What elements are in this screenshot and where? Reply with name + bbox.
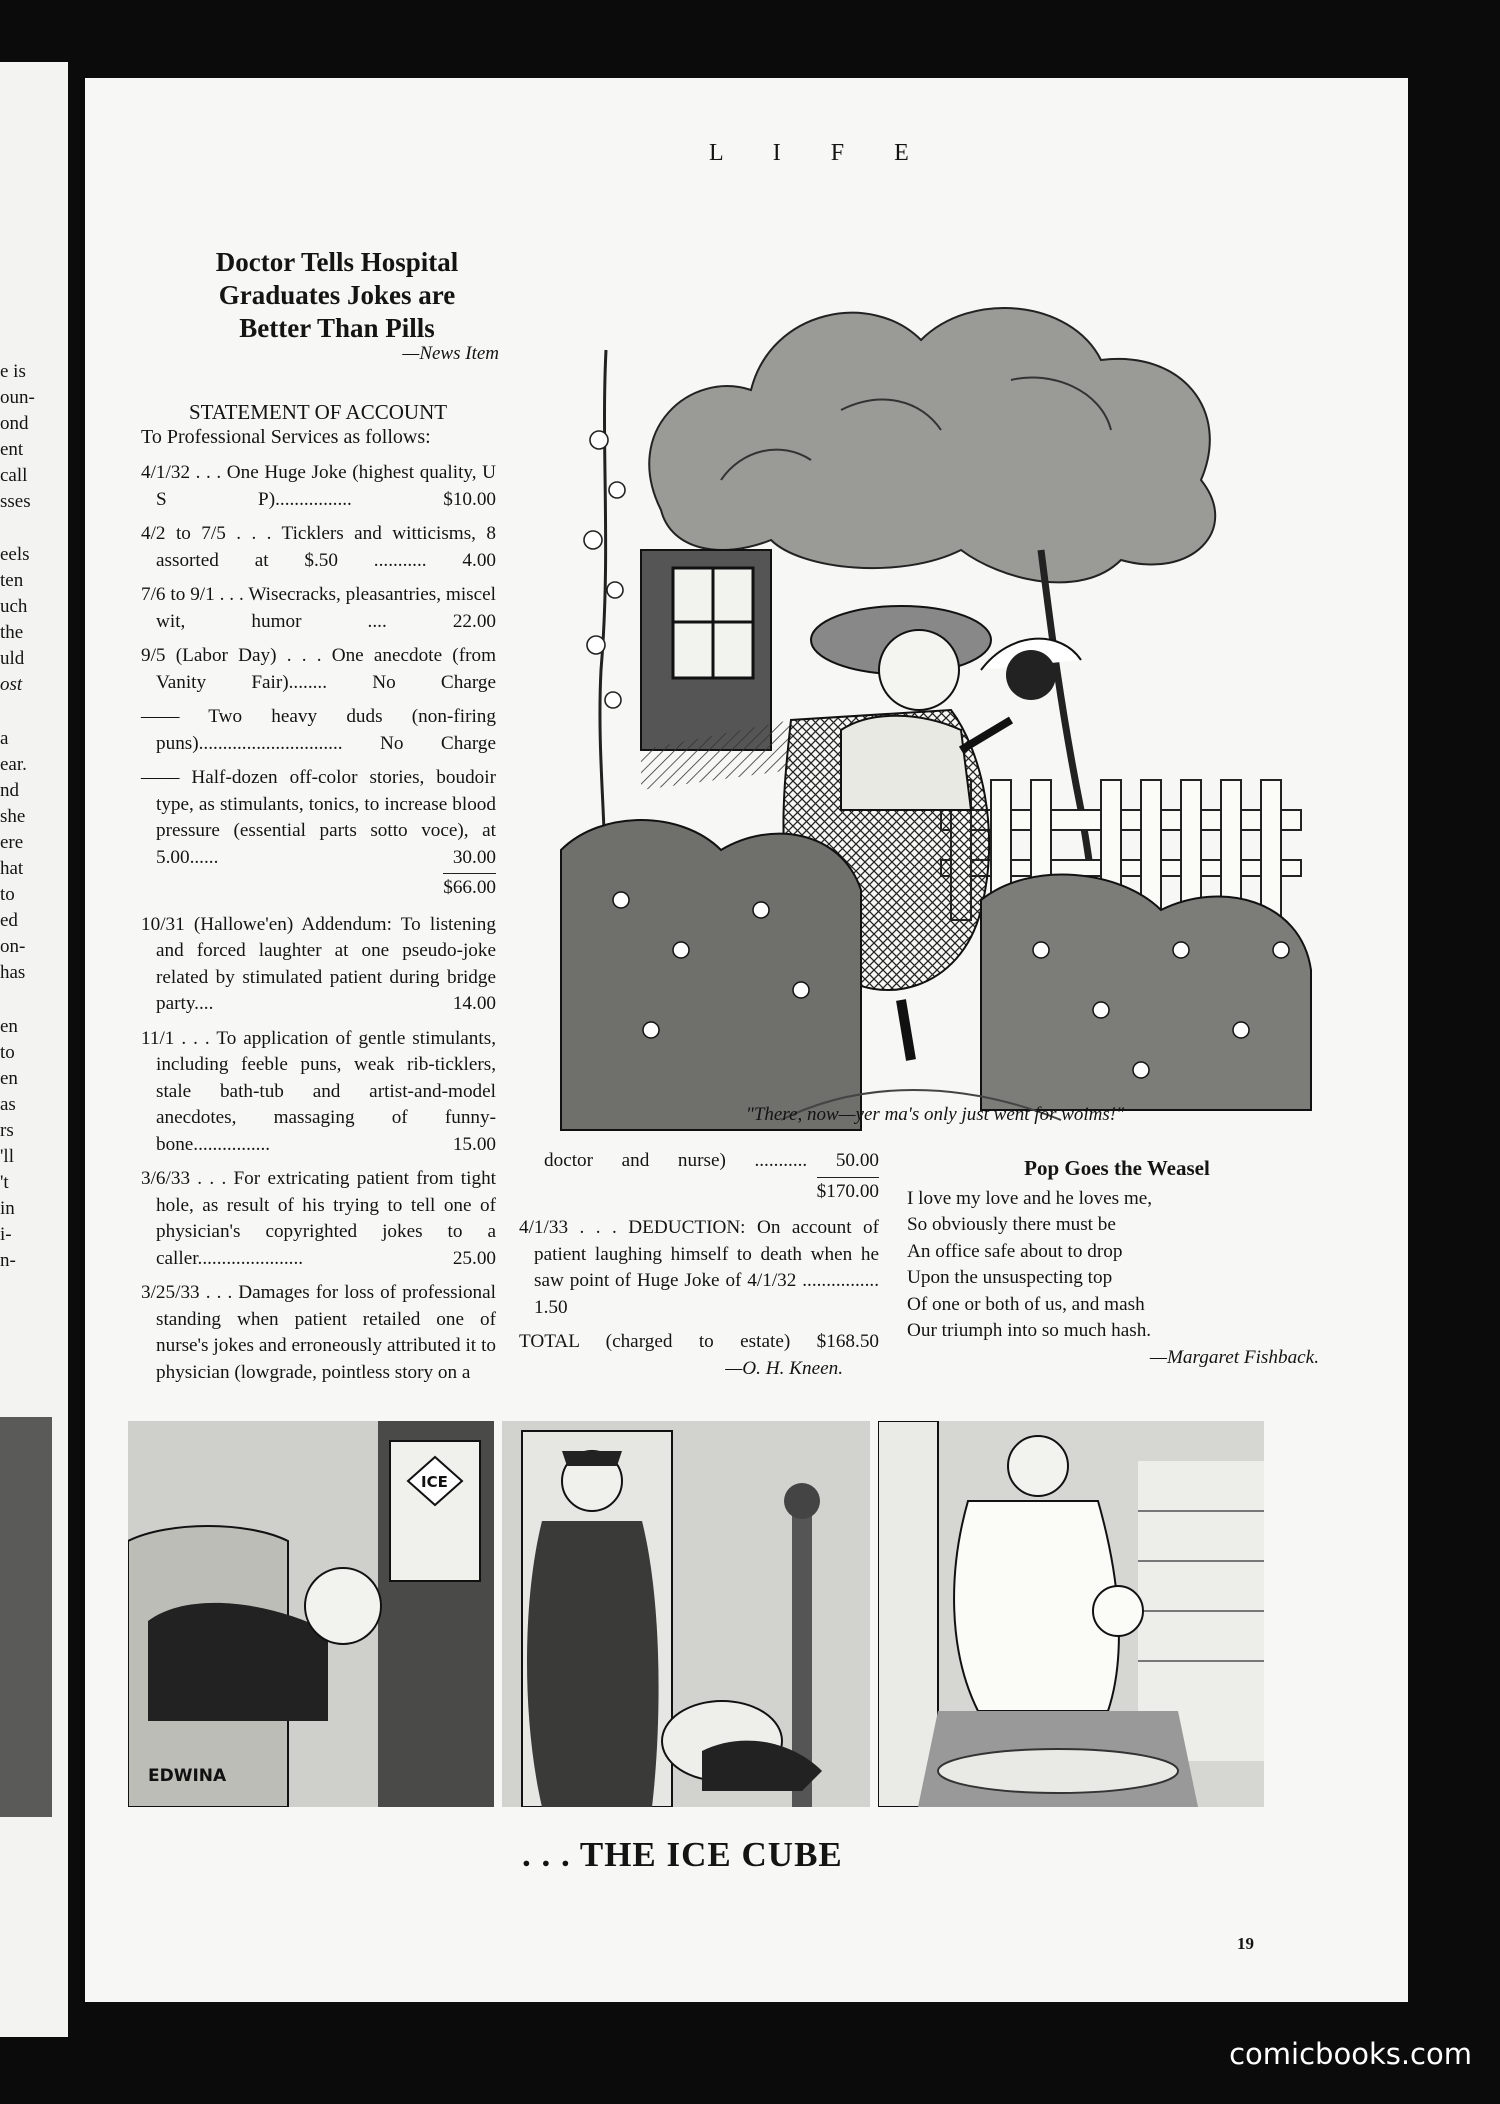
- account-entry: —— Half-dozen off-color stories, boudoir type, as stimulants, tonics, to increase blood pressure (essential parts sotto voce), at 5.00...... 30.00: [141, 767, 496, 868]
- left-page-fragment: nd: [0, 780, 19, 801]
- account-entry: 11/1 . . . To application of gentle stimulants, including feeble puns, weak rib-ticklers, stale bath-tub and artist-and-model anecdotes, massaging of funny-bone................ 15.00: [141, 1027, 496, 1155]
- poem-line: Our triumph into so much hash.: [907, 1320, 1152, 1341]
- left-page-fragment: has: [0, 962, 26, 983]
- page-number: 19: [1237, 1934, 1254, 1953]
- left-page-fragment: in: [0, 1198, 15, 1219]
- cartoon-caption: "There, now—yer ma's only just went for woims!": [745, 1104, 1125, 1125]
- account-entry: doctor and nurse) ........... 50.00: [544, 1150, 879, 1171]
- entry-amount: 14.00: [452, 993, 496, 1014]
- left-page-fragment: ed: [0, 910, 18, 931]
- article-title-line: Graduates Jokes are: [218, 280, 456, 310]
- account-entry: 3/25/33 . . . Damages for loss of professional standing when patient retailed one of nurse's jokes and erroneously attributed it to physician (lowgrade, pointless story on a: [141, 1282, 496, 1383]
- article-title-line: Doctor Tells Hospital: [215, 247, 459, 277]
- entry-amount: 15.00: [452, 1133, 496, 1155]
- left-page-fragment: hat: [0, 858, 24, 879]
- statement-heading: STATEMENT OF ACCOUNT: [188, 400, 448, 424]
- entry-amount: 50.00: [835, 1150, 879, 1171]
- statement-subheading: To Professional Services as follows:: [141, 426, 431, 448]
- poem-title: Pop Goes the Weasel: [1024, 1156, 1210, 1180]
- entry-amount: 22.00: [452, 610, 496, 632]
- left-page-fragment: ten: [0, 570, 24, 591]
- poem-line: An office safe about to drop: [907, 1240, 1123, 1262]
- statement-column-2: [519, 1148, 879, 1382]
- news-item-credit: —News Item: [402, 343, 499, 364]
- entry-amount: 30.00: [452, 846, 496, 868]
- left-page-fragment: e is: [0, 361, 26, 382]
- poem-line: So obviously there must be: [907, 1214, 1116, 1235]
- left-page-fragment: i-: [0, 1224, 12, 1245]
- poem-line: Upon the unsuspecting top: [907, 1267, 1113, 1288]
- poem: [907, 1155, 1327, 1371]
- subtotal: $170.00: [519, 1177, 879, 1206]
- watermark: comicbooks.com: [1229, 2037, 1472, 2071]
- left-page-fragment: ond: [0, 413, 29, 434]
- left-page-fragment: to: [0, 1042, 15, 1063]
- left-page-fragment: to: [0, 884, 15, 905]
- left-page-fragment: 'll: [0, 1146, 14, 1167]
- magazine-page: [85, 78, 1408, 2002]
- left-page-fragment: ent: [0, 439, 24, 460]
- poem-line: Of one or both of us, and mash: [907, 1293, 1145, 1315]
- entry-amount: $168.50: [816, 1331, 879, 1352]
- account-entry: 3/6/33 . . . For extricating patient from tight hole, as result of his trying to tell one of physician's copyrighted jokes to a caller...................... 25.00: [141, 1168, 496, 1269]
- left-page-edge: [0, 62, 68, 2037]
- account-entry: 4/1/32 . . . One Huge Joke (highest quality, U S P)................ $10.00: [141, 462, 496, 510]
- poem-author: —Margaret Fishback.: [1149, 1346, 1319, 1368]
- comic-panel-3: [878, 1421, 1264, 1807]
- left-page-fragment: eels: [0, 544, 30, 565]
- left-page-fragment: oun-: [0, 387, 35, 408]
- subtotal: $66.00: [141, 873, 496, 902]
- left-page-fragment: a: [0, 728, 9, 749]
- entry-amount: No Charge: [380, 732, 496, 754]
- left-page-fragment: uch: [0, 596, 28, 617]
- comic-panel-1: [128, 1421, 494, 1807]
- total-entry: TOTAL (charged to estate) $168.50: [519, 1331, 879, 1352]
- account-entry: 9/5 (Labor Day) . . . One anecdote (from Vanity Fair)........ No Charge: [141, 645, 496, 693]
- left-page-fragment: call: [0, 465, 28, 486]
- poem-line: I love my love and he loves me,: [907, 1187, 1153, 1209]
- left-page-fragment: en: [0, 1016, 18, 1037]
- article-title: [177, 246, 497, 345]
- deduction-entry: 4/1/33 . . . DEDUCTION: On account of patient laughing himself to death when he saw point of Huge Joke of 4/1/32 ................ 1.50: [519, 1217, 879, 1318]
- account-entry: —— Two heavy duds (non-firing puns).............................. No Charge: [141, 706, 496, 754]
- account-entry: 7/6 to 9/1 . . . Wisecracks, pleasantries, miscel wit, humor .... 22.00: [141, 584, 496, 632]
- entry-amount: No Charge: [372, 671, 496, 693]
- entry-amount: 4.00: [462, 549, 496, 571]
- statement-column-1: [141, 460, 496, 1394]
- entry-amount: 25.00: [452, 1247, 496, 1269]
- left-page-fragment: she: [0, 806, 26, 827]
- left-page-fragment: rs: [0, 1120, 14, 1141]
- article-author: —O. H. Kneen.: [725, 1357, 843, 1379]
- left-page-fragment: n-: [0, 1250, 16, 1271]
- entry-amount: $10.00: [443, 488, 496, 510]
- garden-cartoon-illustration: [541, 250, 1327, 1180]
- left-page-fragment: en: [0, 1068, 18, 1089]
- left-page-fragment: ear.: [0, 754, 27, 775]
- left-page-fragment: ere: [0, 832, 24, 853]
- comic-panel-2: [502, 1421, 870, 1807]
- left-page-fragment: sses: [0, 491, 31, 512]
- left-page-fragment: on-: [0, 936, 26, 957]
- comic-strip-title: . . . THE ICE CUBE: [522, 1835, 843, 1874]
- artist-signature: EDWINA: [148, 1766, 227, 1786]
- masthead: L I F E: [709, 140, 931, 166]
- left-page-fragment: 't: [0, 1172, 9, 1193]
- account-entry: 10/31 (Hallowe'en) Addendum: To listening and forced laughter at one pseudo-joke related by stimulated patient during bridge party.... 14.00: [141, 913, 496, 1014]
- account-entry: 4/2 to 7/5 . . . Ticklers and witticisms, 8 assorted at $.50 ........... 4.00: [141, 523, 496, 571]
- article-title-line: Better Than Pills: [239, 313, 435, 343]
- left-page-fragment: ost: [0, 674, 23, 695]
- left-page-fragment: uld: [0, 648, 25, 669]
- left-page-fragment: the: [0, 622, 24, 643]
- left-page-fragment: as: [0, 1094, 16, 1115]
- entry-amount: 1.50: [534, 1296, 568, 1318]
- ice-sign: ICE: [421, 1473, 448, 1491]
